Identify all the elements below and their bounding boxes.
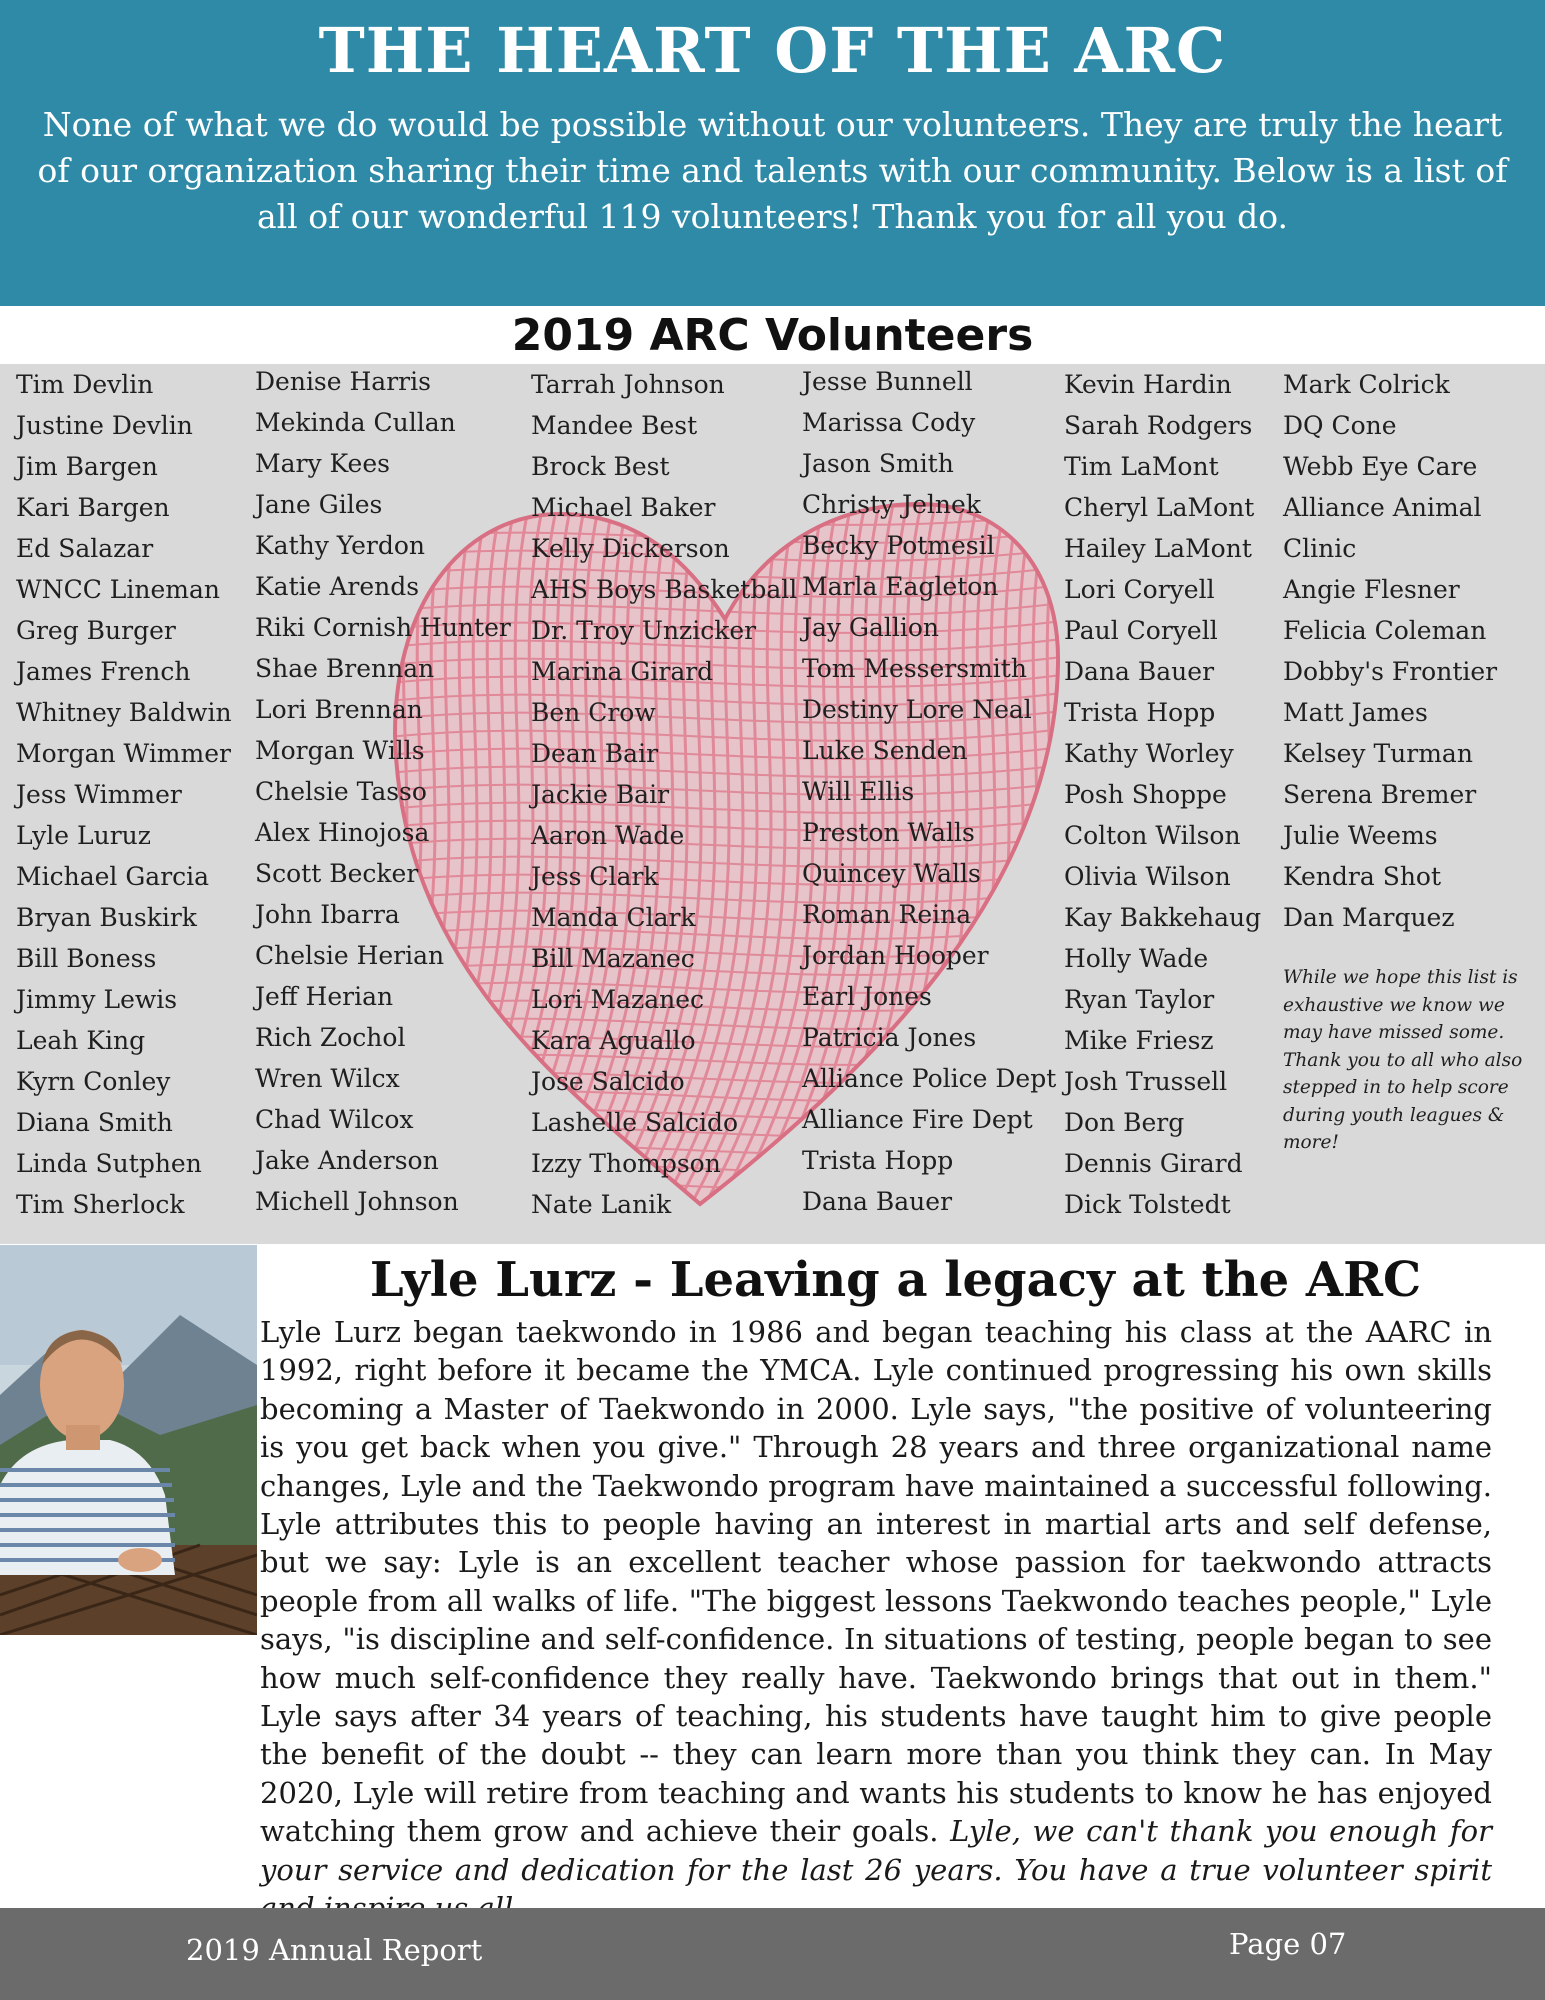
volunteer-name: Dick Tolstedt	[1064, 1190, 1231, 1219]
volunteer-name: Jess Clark	[531, 862, 659, 891]
feature-body	[260, 1313, 1492, 1928]
volunteer-name: Morgan Wimmer	[16, 739, 231, 768]
volunteer-name: Roman Reina	[802, 900, 972, 929]
volunteer-name: Kevin Hardin	[1064, 370, 1232, 399]
volunteer-name: Marina Girard	[531, 657, 714, 686]
volunteer-name: Luke Senden	[802, 736, 968, 765]
volunteer-name: Tim LaMont	[1064, 452, 1219, 481]
volunteer-name: Julie Weems	[1283, 821, 1438, 850]
intro-paragraph: None of what we do would be possible without our volunteers. They are truly the heart of our organization sharing their time and talents with our community. Below is a list of all of our wonderful 119 volunteers! Thank you for all you do.	[37, 105, 1508, 236]
volunteer-name: Trista Hopp	[802, 1146, 954, 1175]
volunteer-name: Ben Crow	[531, 698, 656, 727]
volunteer-name: Chad Wilcox	[255, 1105, 414, 1134]
volunteer-name: WNCC Lineman	[16, 575, 220, 604]
volunteer-name: Ryan Taylor	[1064, 985, 1215, 1014]
volunteer-name: Leah King	[16, 1026, 146, 1055]
volunteer-column-3	[531, 364, 797, 1225]
volunteer-name: Jackie Bair	[531, 780, 670, 809]
volunteer-name: Alex Hinojosa	[255, 818, 430, 847]
volunteer-name: Marla Eagleton	[802, 572, 999, 601]
volunteer-name: Bill Mazanec	[531, 944, 695, 973]
volunteer-name: Dr. Troy Unzicker	[531, 616, 757, 645]
volunteer-name: Marissa Cody	[802, 408, 976, 437]
volunteer-name: Chelsie Herian	[255, 941, 445, 970]
volunteer-name: Lori Coryell	[1064, 575, 1215, 604]
volunteer-name: Michael Garcia	[16, 862, 210, 891]
volunteer-name: Bryan Buskirk	[16, 903, 197, 932]
volunteer-name: Shae Brennan	[255, 654, 435, 683]
volunteer-name: Kara Aguallo	[531, 1026, 696, 1055]
volunteer-name: Wren Wilcx	[255, 1064, 400, 1093]
volunteer-name: Bill Boness	[16, 944, 157, 973]
volunteer-name: Will Ellis	[802, 777, 915, 806]
volunteer-name: Izzy Thompson	[531, 1149, 721, 1178]
volunteer-name: Jay Gallion	[802, 613, 940, 642]
volunteer-name: Tom Messersmith	[802, 654, 1027, 683]
volunteer-name: Christy Jelnek	[802, 490, 981, 519]
volunteer-name: Tim Sherlock	[16, 1190, 185, 1219]
volunteer-name: Kari Bargen	[16, 493, 170, 522]
volunteer-name: Rich Zochol	[255, 1023, 406, 1052]
volunteer-name: Morgan Wills	[255, 736, 425, 765]
volunteer-name: Kay Bakkehaug	[1064, 903, 1262, 932]
volunteer-name: Denise Harris	[255, 367, 431, 396]
volunteer-name: Kathy Worley	[1064, 739, 1234, 768]
volunteer-name: Michael Baker	[531, 493, 716, 522]
volunteer-name: John Ibarra	[255, 900, 400, 929]
volunteer-name: Felicia Coleman	[1283, 616, 1487, 645]
volunteer-name: AHS Boys Basketball	[531, 575, 798, 604]
volunteer-name: Michell Johnson	[255, 1187, 459, 1216]
volunteer-name: Olivia Wilson	[1064, 862, 1231, 891]
feature-body-text: Lyle Lurz began taekwondo in 1986 and began teaching his class at the AARC in 1992, right before it became the YMCA. Lyle continued progressing his own skills becoming a Master of Taekwondo in 2000. Lyle says, "the positive of volunteering is you get back when you give." Through 28 years and three organizational name changes, Lyle and the Taekwondo program have maintained a successful following. Lyle attributes this to people having an interest in martial arts and self defense, but we say: Lyle is an excellent teacher whose passion for taekwondo attracts people from all walks of life. "The biggest lessons Taekwondo teaches people," Lyle says, "is discipline and self-confidence. In situations of testing, people began to see how much self-confidence they really have. Taekwondo brings that out in them." Lyle says after 34 years of teaching, his students have taught him to give people the benefit of the doubt -- they can learn more than you think they can. In May 2020, Lyle will retire from teaching and wants his students to know he has enjoyed watching them grow and achieve their goals.	[260, 1315, 1492, 1849]
volunteer-name: Destiny Lore Neal	[802, 695, 1032, 724]
volunteer-name: Paul Coryell	[1064, 616, 1218, 645]
volunteer-name: Alliance Animal	[1283, 493, 1482, 522]
volunteer-name: Jane Giles	[255, 490, 383, 519]
volunteer-name: Jesse Bunnell	[802, 367, 973, 396]
volunteer-name: Kendra Shot	[1283, 862, 1442, 891]
volunteer-name: Lori Brennan	[255, 695, 423, 724]
volunteer-name: Manda Clark	[531, 903, 696, 932]
volunteer-name: Dana Bauer	[802, 1187, 953, 1216]
volunteer-name: Jason Smith	[802, 449, 954, 478]
volunteer-column-4	[802, 364, 1056, 1222]
volunteer-name: Hailey LaMont	[1064, 534, 1252, 563]
volunteer-name: DQ Cone	[1283, 411, 1397, 440]
volunteer-name: Jake Anderson	[255, 1146, 439, 1175]
volunteer-name: Scott Becker	[255, 859, 419, 888]
volunteer-name: Chelsie Tasso	[255, 777, 427, 806]
volunteer-column-6	[1283, 364, 1497, 938]
volunteer-name: James French	[16, 657, 191, 686]
volunteer-name: Cheryl LaMont	[1064, 493, 1255, 522]
volunteer-name: Tarrah Johnson	[531, 370, 725, 399]
volunteer-name: Preston Walls	[802, 818, 975, 847]
page-title: THE HEART OF THE ARC	[318, 14, 1227, 87]
volunteer-name: Dana Bauer	[1064, 657, 1215, 686]
volunteer-name: Riki Cornish Hunter	[255, 613, 511, 642]
volunteer-name: Mekinda Cullan	[255, 408, 456, 437]
volunteer-name: Brock Best	[531, 452, 670, 481]
volunteer-name: Dobby's Frontier	[1283, 657, 1498, 686]
volunteer-name: Katie Arends	[255, 572, 420, 601]
volunteer-name: Dan Marquez	[1283, 903, 1455, 932]
page-number: Page 07	[1229, 1927, 1347, 1961]
volunteer-name: Patricia Jones	[802, 1023, 977, 1052]
volunteer-name: Colton Wilson	[1064, 821, 1241, 850]
volunteer-name: Jordan Hooper	[802, 941, 989, 970]
volunteer-name: Sarah Rodgers	[1064, 411, 1253, 440]
volunteer-column-5	[1064, 364, 1261, 1225]
volunteer-name: Jeff Herian	[255, 982, 394, 1011]
volunteer-name: Alliance Police Dept	[802, 1064, 1057, 1093]
volunteer-name: Mandee Best	[531, 411, 698, 440]
volunteer-name: Mike Friesz	[1064, 1026, 1214, 1055]
footer-report-title: 2019 Annual Report	[186, 1933, 483, 1967]
page-header	[0, 0, 1545, 306]
page-footer	[0, 1908, 1545, 2000]
volunteer-name: Kathy Yerdon	[255, 531, 426, 560]
volunteer-name: Kyrn Conley	[16, 1067, 171, 1096]
volunteer-column-1	[16, 364, 232, 1225]
volunteer-name: Clinic	[1283, 534, 1357, 563]
volunteer-name: Tim Devlin	[16, 370, 154, 399]
volunteer-name: Angie Flesner	[1283, 575, 1460, 604]
volunteer-name: Mary Kees	[255, 449, 390, 478]
volunteer-name: Ed Salazar	[16, 534, 154, 563]
volunteer-name: Jimmy Lewis	[16, 985, 178, 1014]
volunteer-name: Kelly Dickerson	[531, 534, 730, 563]
volunteer-name: Holly Wade	[1064, 944, 1209, 973]
volunteer-name: Alliance Fire Dept	[802, 1105, 1033, 1134]
lyle-photo	[0, 1245, 257, 1635]
volunteer-name: Trista Hopp	[1064, 698, 1216, 727]
volunteer-name: Josh Trussell	[1064, 1067, 1228, 1096]
volunteer-name: Earl Jones	[802, 982, 932, 1011]
volunteer-name: Lyle Luruz	[16, 821, 151, 850]
volunteer-name: Dennis Girard	[1064, 1149, 1243, 1178]
volunteer-name: Jose Salcido	[531, 1067, 685, 1096]
volunteer-name: Serena Bremer	[1283, 780, 1477, 809]
volunteer-name: Aaron Wade	[531, 821, 685, 850]
volunteer-note: While we hope this list is exhaustive we know we may have missed some. Thank you to all who also stepped in to help score during youth leagues & more!	[1283, 967, 1523, 1153]
volunteer-name: Diana Smith	[16, 1108, 173, 1137]
volunteer-name: Mark Colrick	[1283, 370, 1450, 399]
volunteer-name: Kelsey Turman	[1283, 739, 1473, 768]
volunteer-name: Posh Shoppe	[1064, 780, 1227, 809]
volunteer-name: Jim Bargen	[16, 452, 158, 481]
volunteer-name: Dean Bair	[531, 739, 659, 768]
volunteer-name: Justine Devlin	[16, 411, 193, 440]
volunteer-name: Matt James	[1283, 698, 1428, 727]
volunteers-heading: 2019 ARC Volunteers	[511, 310, 1034, 361]
volunteer-name: Linda Sutphen	[16, 1149, 202, 1178]
volunteer-name: Quincey Walls	[802, 859, 981, 888]
volunteer-name: Jess Wimmer	[16, 780, 182, 809]
volunteer-name: Lashelle Salcido	[531, 1108, 739, 1137]
volunteer-name: Nate Lanik	[531, 1190, 672, 1219]
volunteer-name: Whitney Baldwin	[16, 698, 232, 727]
volunteer-name: Becky Potmesil	[802, 531, 995, 560]
feature-title: Lyle Lurz - Leaving a legacy at the ARC	[369, 1252, 1422, 1308]
volunteer-name: Webb Eye Care	[1283, 452, 1478, 481]
volunteers-panel	[0, 364, 1545, 1244]
volunteer-column-2	[255, 364, 511, 1222]
volunteer-name: Lori Mazanec	[531, 985, 705, 1014]
volunteer-name: Don Berg	[1064, 1108, 1185, 1137]
volunteer-name: Greg Burger	[16, 616, 176, 645]
feature-closing: Lyle, we can't thank you enough for your service and dedication for the last 26 years. You have a true volunteer spirit	[260, 1814, 1492, 1887]
